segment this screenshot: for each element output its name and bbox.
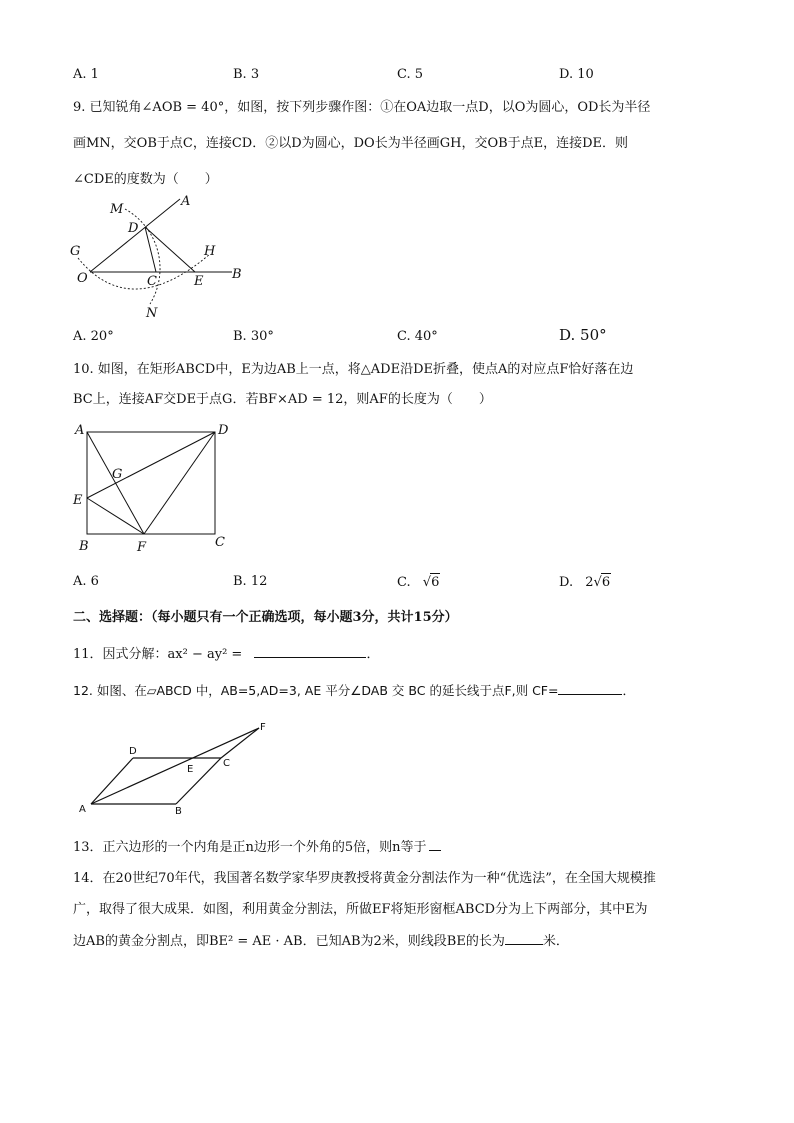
q10-option-d-coef: 2 (585, 575, 594, 590)
q12-figure (75, 720, 285, 820)
q9-option-d: D. 50° (559, 326, 607, 344)
q12-question: 12. 如图、在▱ABCD 中，AB=5,AD=3, AE 平分∠DAB 交 BC 的延长线于点F,则 CF= (73, 683, 559, 698)
q9-label-o: O (77, 271, 88, 286)
q9-label-g: G (70, 244, 81, 259)
q10-option-c-letter: C. (397, 575, 411, 590)
q10-option-d (559, 573, 611, 592)
q13-question: 13．正六边形的一个内角是正n边形一个外角的5倍，则n等于 (73, 840, 427, 855)
q12-label-b: B (175, 806, 182, 817)
sqrt-icon: √ (593, 575, 602, 590)
q10-option-d-radicand: 6 (601, 575, 611, 590)
q8-option-b: B. 3 (233, 67, 260, 82)
q10-option-b: B. 12 (233, 574, 268, 589)
q9-label-e: E (194, 274, 204, 289)
q10-label-a: A (75, 423, 85, 438)
q9-text-line1: 9. 已知锐角∠AOB = 40°，如图，按下列步骤作图：①在OA边取一点D，以O为圆心，OD长为半径 (73, 100, 651, 115)
q9-label-b: B (232, 267, 242, 282)
q11-text: 11．因式分解：ax² − ay² = ． (73, 647, 380, 662)
q14-text-line3 (73, 932, 569, 951)
q12-label-a: A (79, 804, 86, 815)
q8-option-c: C. 5 (397, 67, 424, 82)
q9-figure (70, 192, 270, 322)
q12-answer-blank (558, 682, 622, 695)
q9-label-d: D (128, 221, 139, 236)
q13-text (73, 838, 441, 857)
q10-option-d-letter: D. (559, 575, 574, 590)
q8-option-d: D. 10 (559, 67, 594, 82)
q9-text-line3: ∠CDE的度数为（ ） (73, 172, 218, 187)
q10-option-c (397, 573, 440, 592)
q11-answer-blank (254, 645, 366, 658)
q12-label-e: E (187, 764, 194, 775)
q9-option-a: A. 20° (73, 329, 114, 344)
q9-option-c: C. 40° (397, 329, 438, 344)
q10-label-c: C (215, 535, 225, 550)
section-2-heading: 二、选择题：（每小题只有一个正确选项，每小题3分，共计15分） (73, 610, 458, 625)
q12-text: 12. 如图、在▱ABCD 中，AB=5,AD=3, AE 平分∠DAB 交 BC 的延长线于点F,则 CF= ． (73, 683, 635, 698)
q9-label-n: N (146, 306, 158, 321)
q10-label-f: F (137, 540, 147, 555)
q8-option-a: A. 1 (73, 67, 99, 82)
q14-question: 边AB的黄金分割点，即BE² = AE · AB．已知AB为2米，则线段BE的长为 (73, 934, 505, 949)
q9-label-m: M (110, 202, 124, 217)
q9-label-a: A (181, 194, 191, 209)
q10-text-line2: BC上，连接AF交DE于点G．若BF×AD = 12，则AF的长度为（ ） (73, 392, 492, 407)
q10-label-d: D (218, 423, 229, 438)
q14-text-line2: 广，取得了很大成果．如图，利用黄金分割法，所做EF将矩形窗框ABCD分为上下两部分，其中E为 (73, 902, 648, 917)
q14-answer-blank (505, 932, 543, 945)
q11-question: 11．因式分解：ax² − ay² = (73, 647, 243, 662)
q14-text-line1: 14．在20世纪70年代，我国著名数学家华罗庚教授将黄金分割法作为一种“优选法”，在全国大规模推 (73, 871, 656, 886)
q10-label-g: G (112, 467, 123, 482)
q9-option-b: B. 30° (233, 329, 274, 344)
q9-label-c: C (147, 274, 157, 289)
q12-label-c: C (223, 758, 230, 769)
q12-label-d: D (129, 746, 137, 757)
q9-label-h: H (204, 244, 216, 259)
q14-unit: 米． (542, 934, 569, 949)
q12-label-f: F (260, 722, 266, 733)
q10-text-line1: 10. 如图，在矩形ABCD中，E为边AB上一点，将△ADE沿DE折叠，使点A的对应点F恰好落在边 (73, 362, 634, 377)
q10-option-c-radicand: 6 (431, 575, 440, 590)
q9-text-line2: 画MN，交OB于点C，连接CD．②以D为圆心，DO长为半径画GH，交OB于点E，连接DE．则 (73, 136, 629, 151)
q10-option-a: A. 6 (73, 574, 99, 589)
sqrt-icon: √ (422, 575, 432, 590)
q13-answer-blank (429, 838, 441, 851)
q10-label-b: B (79, 539, 89, 554)
q10-figure (70, 420, 240, 560)
q10-label-e: E (73, 493, 83, 508)
